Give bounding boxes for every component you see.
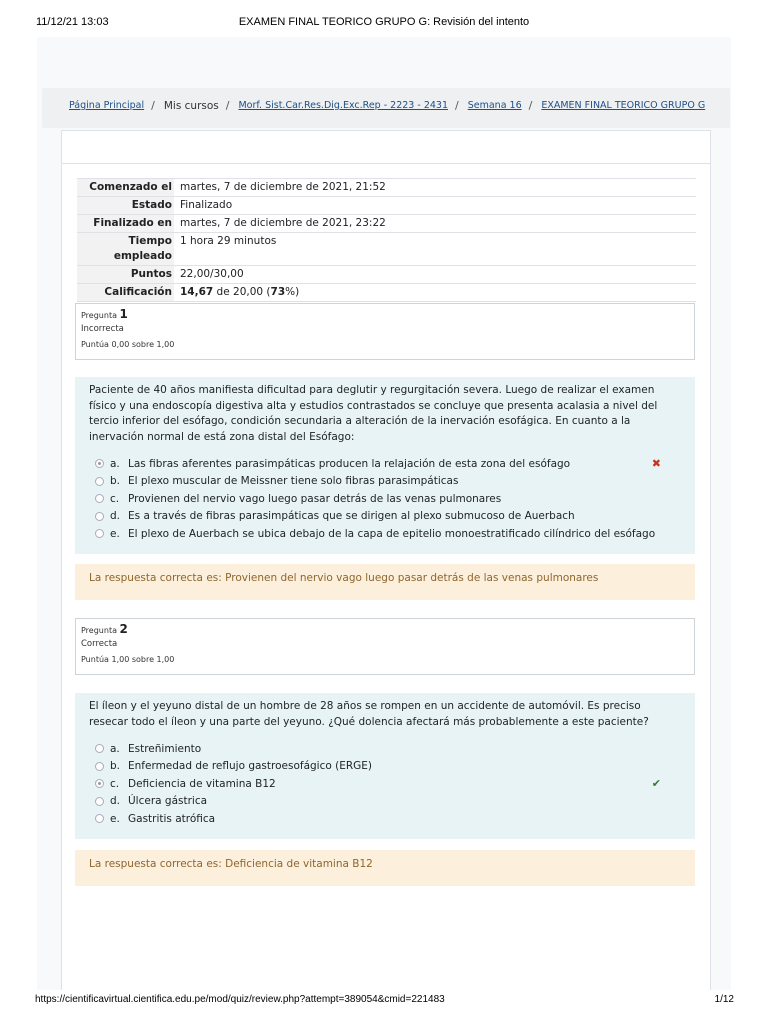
main-card (61, 130, 711, 990)
breadcrumb-separator: / (225, 99, 230, 112)
radio-button[interactable] (95, 814, 104, 823)
summary-label: Estado (77, 197, 174, 215)
radio-button[interactable] (95, 459, 104, 468)
summary-value: martes, 7 de diciembre de 2021, 21:52 (174, 179, 696, 197)
summary-label-line: Tiempo (128, 235, 172, 247)
grade-score: 14,67 (180, 286, 214, 298)
question-number (81, 307, 689, 321)
summary-value: Finalizado (174, 197, 696, 215)
summary-label: Finalizado en (77, 215, 174, 233)
summary-row-points (77, 266, 696, 284)
question-number (81, 622, 689, 636)
answer-text: El plexo muscular de Meissner tiene solo fibras parasimpáticas (128, 475, 459, 488)
summary-label: Puntos (77, 266, 174, 284)
breadcrumb (69, 99, 705, 112)
answer-letter: d. (110, 510, 121, 523)
question-content-1 (75, 377, 695, 554)
radio-button[interactable] (95, 529, 104, 538)
breadcrumb-separator: / (151, 99, 155, 112)
summary-row-time (77, 233, 696, 266)
answer-letter: e. (110, 812, 120, 825)
question-number-value: 2 (119, 622, 128, 636)
radio-button[interactable] (95, 494, 104, 503)
question-label: Pregunta (81, 311, 117, 320)
answer-option[interactable] (89, 490, 681, 508)
summary-value: 1 hora 29 minutos (174, 233, 696, 266)
summary-label-line: empleado (113, 250, 172, 262)
summary-value (174, 284, 696, 302)
breadcrumb-my-courses: Mis cursos (163, 99, 219, 112)
question-info-2 (75, 618, 695, 675)
answer-text: Las fibras aferentes parasimpáticas producen la relajación de esta zona del esófago (128, 457, 571, 470)
question-feedback-1: La respuesta correcta es: Provienen del nervio vago luego pasar detrás de las venas pulmonares (75, 564, 695, 600)
question-text: El íleon y el yeyuno distal de un hombre de 28 años se rompen en un accidente de automóvil. Es preciso resecar todo el íleon y una parte del yeyuno. ¿Qué dolencia afectará más probablemente a este paciente? (89, 700, 649, 728)
answer-text: Es a través de fibras parasimpáticas que se dirigen al plexo submucoso de Auerbach (128, 510, 575, 523)
grade-percent: 73 (270, 286, 286, 298)
answer-text: Úlcera gástrica (128, 795, 208, 808)
answer-option[interactable] (89, 525, 681, 543)
summary-row-grade (77, 284, 696, 302)
breadcrumb-home-link[interactable]: Página Principal (69, 100, 145, 111)
answer-option[interactable] (89, 508, 681, 526)
breadcrumb-course-link[interactable]: Morf. Sist.Car.Res.Dig.Exc.Rep - 2223 - 2431 (238, 100, 448, 111)
answer-list (89, 455, 681, 543)
print-datetime: 11/12/21 13:03 (36, 16, 109, 28)
question-grade: Puntúa 0,00 sobre 1,00 (81, 340, 175, 349)
answer-letter: b. (110, 475, 121, 488)
breadcrumb-week-link[interactable]: Semana 16 (467, 100, 522, 111)
question-grade: Puntúa 1,00 sobre 1,00 (81, 655, 175, 664)
summary-label (77, 233, 174, 266)
question-label: Pregunta (81, 626, 117, 635)
answer-text: Provienen del nervio vago luego pasar detrás de las venas pulmonares (128, 492, 502, 505)
summary-row-finished (77, 215, 696, 233)
summary-row-state (77, 197, 696, 215)
question-feedback-2: La respuesta correcta es: Deficiencia de vitamina B12 (75, 850, 695, 886)
card-divider (62, 163, 710, 164)
print-title: EXAMEN FINAL TEORICO GRUPO G: Revisión del intento (238, 16, 530, 28)
summary-row-started (77, 179, 696, 197)
print-url: https://cientificavirtual.cientifica.edu.pe/mod/quiz/review.php?attempt=389054&cmid=221483 (35, 994, 445, 1005)
summary-value: 22,00/30,00 (174, 266, 696, 284)
answer-text: Gastritis atrófica (128, 812, 216, 825)
print-page-number: 1/12 (714, 994, 734, 1005)
answer-letter: c. (110, 492, 120, 505)
radio-button[interactable] (95, 744, 104, 753)
answer-letter: b. (110, 760, 121, 773)
grade-mid: de 20,00 ( (213, 286, 271, 298)
answer-letter: a. (110, 457, 120, 470)
cross-icon: ✖ (651, 457, 661, 471)
answer-option[interactable] (89, 758, 681, 776)
radio-button[interactable] (95, 477, 104, 486)
answer-option[interactable] (89, 810, 681, 828)
answer-text: Deficiencia de vitamina B12 (128, 777, 276, 790)
grade-end: %) (285, 286, 300, 298)
question-state: Incorrecta (81, 324, 124, 334)
answer-letter: d. (110, 795, 121, 808)
radio-button[interactable] (95, 779, 104, 788)
question-state: Correcta (81, 639, 118, 649)
answer-text: Estreñimiento (128, 742, 202, 755)
answer-option[interactable] (89, 793, 681, 811)
answer-letter: a. (110, 742, 120, 755)
summary-label: Calificación (77, 284, 174, 302)
summary-label: Comenzado el (77, 179, 174, 197)
question-number-value: 1 (119, 307, 128, 321)
breadcrumb-separator: / (455, 99, 459, 112)
answer-option[interactable] (89, 455, 681, 473)
question-text: Paciente de 40 años manifiesta dificultad para deglutir y regurgitación severa. Luego de realizar el examen físico y una endoscopía digestiva alta y estudios contrastados se concluye que presenta acalasia a nivel del tercio inferior del esófago, condición secundaria a alteración de la inervación esofágica. En cuanto a la inervación normal de está zona distal del Esófago: (89, 384, 658, 443)
answer-text: El plexo de Auerbach se ubica debajo de la capa de epitelio monoestratificado cilíndrico del esófago (128, 527, 656, 540)
attempt-summary-table (77, 178, 696, 302)
answer-option[interactable] (89, 775, 681, 793)
radio-button[interactable] (95, 512, 104, 521)
radio-button[interactable] (95, 762, 104, 771)
answer-list (89, 740, 681, 828)
answer-option[interactable] (89, 740, 681, 758)
breadcrumb-quiz-link[interactable]: EXAMEN FINAL TEORICO GRUPO G (541, 100, 706, 111)
question-content-2 (75, 693, 695, 839)
print-footer (0, 994, 768, 1008)
question-info-1 (75, 303, 695, 360)
check-icon: ✔ (651, 777, 661, 791)
answer-text: Enfermedad de reflujo gastroesofágico (ERGE) (128, 760, 373, 773)
answer-option[interactable] (89, 473, 681, 491)
answer-letter: e. (110, 527, 120, 540)
answer-letter: c. (110, 777, 120, 790)
summary-value: martes, 7 de diciembre de 2021, 23:22 (174, 215, 696, 233)
breadcrumb-separator: / (528, 99, 533, 112)
radio-button[interactable] (95, 797, 104, 806)
print-header (0, 16, 768, 30)
breadcrumb-bar (42, 88, 730, 128)
